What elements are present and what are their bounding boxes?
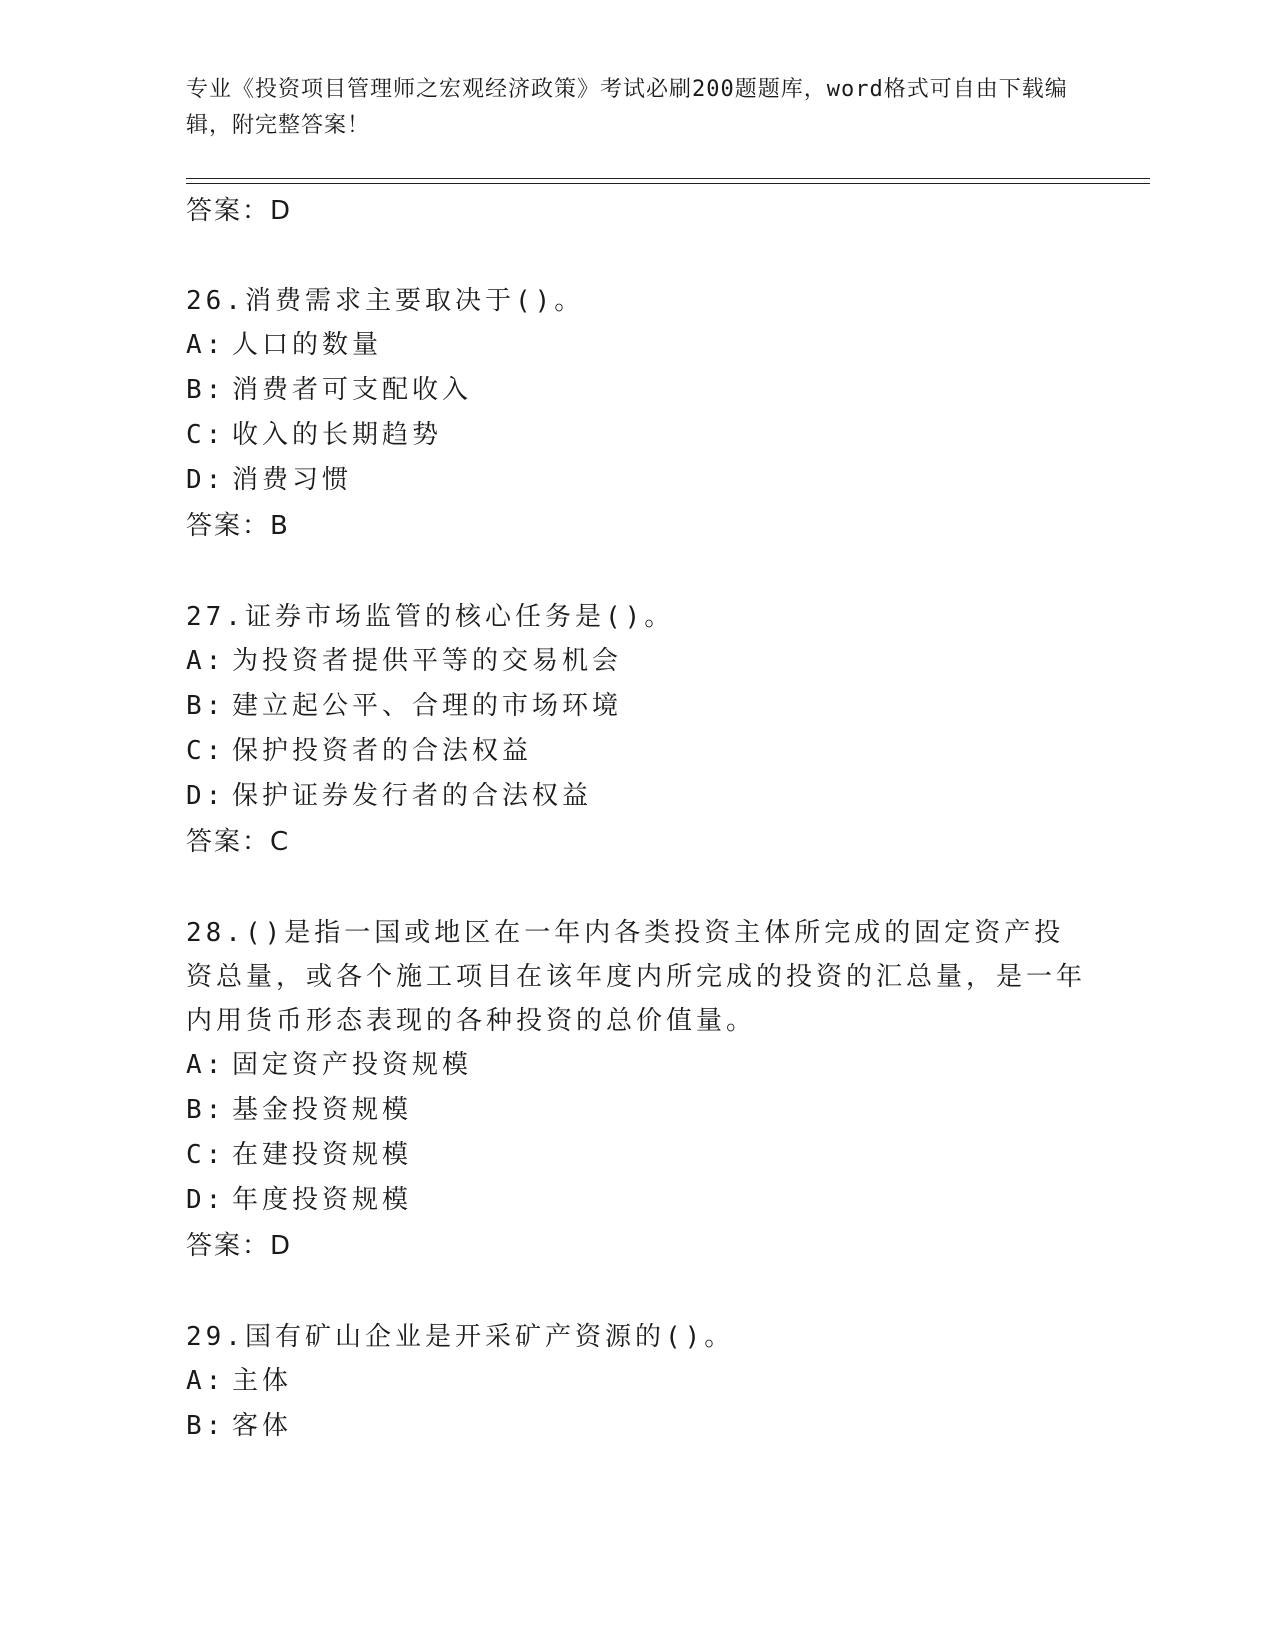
option-key: C: — [186, 420, 226, 450]
header-rule-top — [186, 178, 1150, 179]
option-text: 固定资产投资规模 — [232, 1050, 473, 1080]
option-text: 客体 — [232, 1411, 293, 1441]
option-text: 建立起公平、合理的市场环境 — [232, 691, 623, 721]
option-key: B: — [186, 691, 226, 721]
option-text: 年度投资规模 — [232, 1185, 413, 1215]
answer-line-prev: 答案：D — [186, 196, 293, 226]
option-text: 消费者可支配收入 — [232, 375, 473, 405]
question-stem: 27.证券市场监管的核心任务是()。 — [186, 602, 675, 632]
option-b — [186, 1404, 1086, 1449]
option-key: B: — [186, 1095, 226, 1125]
option-key: B: — [186, 375, 226, 405]
question-28 — [186, 911, 1086, 1269]
option-a — [186, 323, 1086, 368]
header-text: 专业《投资项目管理师之宏观经济政策》考试必刷200题题库，word格式可自由下载编辑，附完整答案！ — [186, 77, 1068, 138]
question-stem: 26.消费需求主要取决于()。 — [186, 286, 585, 316]
option-key: D: — [186, 1185, 226, 1215]
option-c — [186, 729, 1086, 774]
option-c — [186, 1133, 1086, 1178]
option-text: 保护投资者的合法权益 — [232, 736, 533, 766]
question-26 — [186, 279, 1086, 549]
option-d — [186, 458, 1086, 503]
answer-line: 答案：B — [186, 511, 290, 541]
option-key: D: — [186, 781, 226, 811]
option-key: A: — [186, 1050, 226, 1080]
header-rule-bottom — [186, 183, 1150, 184]
answer-line: 答案：D — [186, 1231, 293, 1261]
option-a — [186, 1043, 1086, 1088]
option-a — [186, 639, 1086, 684]
option-c — [186, 413, 1086, 458]
option-key: C: — [186, 736, 226, 766]
question-stem: 28.()是指一国或地区在一年内各类投资主体所完成的固定资产投资总量，或各个施工项目在该年度内所完成的投资的汇总量，是一年内用货币形态表现的各种投资的总价值量。 — [186, 918, 1087, 1036]
option-key: A: — [186, 330, 226, 360]
option-a — [186, 1359, 1086, 1404]
option-text: 人口的数量 — [232, 330, 383, 360]
option-text: 收入的长期趋势 — [232, 420, 443, 450]
option-text: 基金投资规模 — [232, 1095, 413, 1125]
option-b — [186, 684, 1086, 729]
answer-line: 答案：C — [186, 827, 291, 857]
option-text: 在建投资规模 — [232, 1140, 413, 1170]
question-29 — [186, 1315, 1086, 1449]
option-text: 主体 — [232, 1366, 293, 1396]
option-key: A: — [186, 646, 226, 676]
option-d — [186, 774, 1086, 819]
option-b — [186, 368, 1086, 413]
option-text: 消费习惯 — [232, 465, 353, 495]
question-stem: 29.国有矿山企业是开采矿产资源的()。 — [186, 1322, 735, 1352]
question-27 — [186, 595, 1086, 865]
option-key: A: — [186, 1366, 226, 1396]
option-key: B: — [186, 1411, 226, 1441]
option-b — [186, 1088, 1086, 1133]
option-text: 保护证券发行者的合法权益 — [232, 781, 593, 811]
option-d — [186, 1178, 1086, 1223]
question-list — [186, 188, 1086, 1449]
option-text: 为投资者提供平等的交易机会 — [232, 646, 623, 676]
option-key: C: — [186, 1140, 226, 1170]
option-key: D: — [186, 465, 226, 495]
document-header — [186, 72, 1086, 144]
